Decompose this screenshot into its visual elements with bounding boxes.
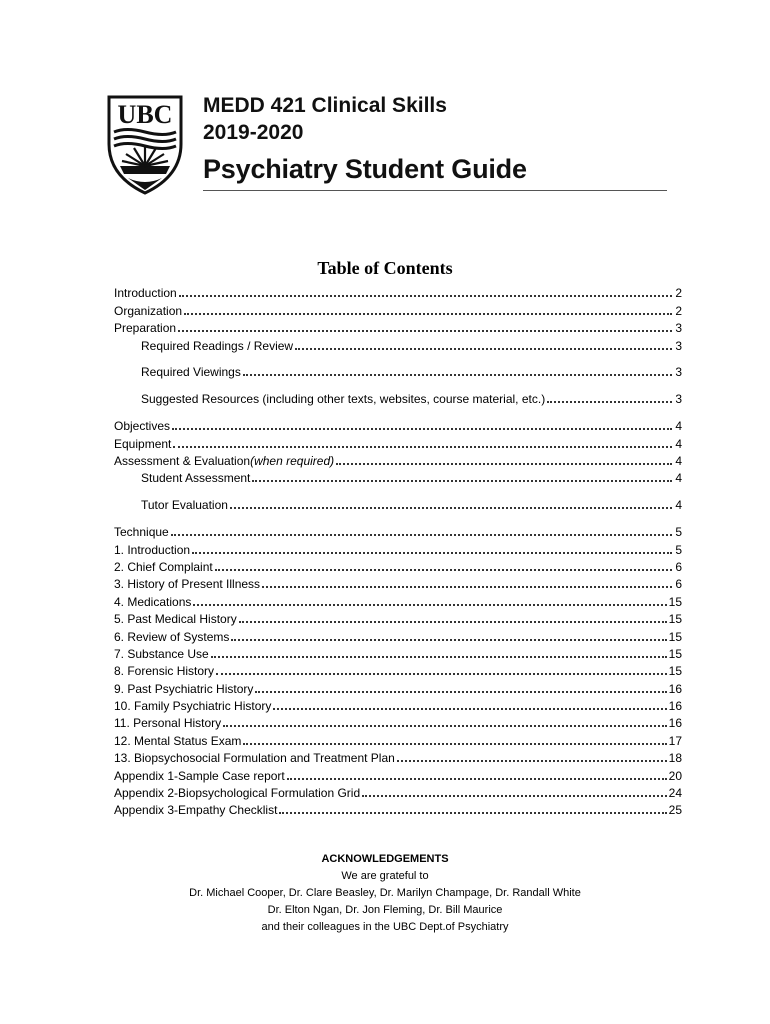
toc-entry-page: 20 xyxy=(668,768,682,783)
acknowledgements-line: Dr. Michael Cooper, Dr. Clare Beasley, Dr. Marilyn Champage, Dr. Randall White xyxy=(189,887,581,899)
toc-entry-label: Assessment & Evaluation xyxy=(114,454,251,469)
toc-entry-label-note: (when required) xyxy=(250,454,335,469)
toc-entry-label: Technique xyxy=(114,525,169,540)
toc-entry-page: 5 xyxy=(675,525,682,540)
toc-entry[interactable] xyxy=(114,730,682,747)
toc-entry[interactable] xyxy=(114,661,682,678)
toc-entry-label: Objectives xyxy=(114,419,171,434)
document-header xyxy=(203,92,527,185)
toc-entry[interactable] xyxy=(114,557,682,574)
toc-entry-page: 18 xyxy=(668,751,682,766)
table-of-contents xyxy=(114,283,682,817)
ubc-crest-icon xyxy=(106,94,184,196)
toc-entry-page: 15 xyxy=(668,646,682,661)
toc-leader-dots xyxy=(295,346,672,350)
toc-entry[interactable] xyxy=(114,283,682,300)
toc-entry-page: 24 xyxy=(668,786,682,801)
toc-entry[interactable] xyxy=(114,495,682,512)
toc-entry-page: 3 xyxy=(675,365,682,380)
toc-entry[interactable] xyxy=(114,433,682,450)
toc-leader-dots xyxy=(216,671,667,675)
toc-leader-dots xyxy=(239,619,667,623)
toc-entry-label: Equipment xyxy=(114,436,172,451)
toc-entry[interactable] xyxy=(114,713,682,730)
toc-entry-label: Suggested Resources (including other texts, websites, course material, etc.) xyxy=(141,392,546,407)
toc-entry[interactable] xyxy=(114,626,682,643)
toc-entry-label: 12. Mental Status Exam xyxy=(114,733,242,748)
toc-leader-dots xyxy=(184,311,672,315)
title-divider xyxy=(203,190,667,191)
toc-leader-dots xyxy=(252,478,672,482)
toc-entry-label: 3. History of Present Illness xyxy=(114,577,261,592)
toc-entry-page: 16 xyxy=(668,699,682,714)
toc-leader-dots xyxy=(287,776,667,780)
toc-entry[interactable] xyxy=(114,748,682,765)
toc-entry[interactable] xyxy=(114,644,682,661)
acknowledgements xyxy=(0,851,770,936)
toc-leader-dots xyxy=(230,505,672,509)
toc-entry-label: 5. Past Medical History xyxy=(114,612,237,627)
toc-entry-page: 6 xyxy=(675,577,682,592)
toc-leader-dots xyxy=(173,444,672,448)
toc-leader-dots xyxy=(171,532,672,536)
toc-entry-page: 16 xyxy=(668,716,682,731)
acknowledgements-line: and their colleagues in the UBC Dept.of Psychiatry xyxy=(261,921,509,933)
toc-leader-dots xyxy=(336,461,672,465)
acknowledgements-heading: ACKNOWLEDGEMENTS xyxy=(321,853,449,865)
toc-entry-label: 4. Medications xyxy=(114,594,192,609)
toc-entry-label: Student Assessment xyxy=(141,471,251,486)
toc-entry[interactable] xyxy=(114,609,682,626)
toc-entry-page: 15 xyxy=(668,612,682,627)
toc-entry[interactable] xyxy=(114,468,682,485)
toc-entry-label: 6. Review of Systems xyxy=(114,629,230,644)
toc-entry[interactable] xyxy=(114,318,682,335)
toc-entry-page: 2 xyxy=(675,286,682,301)
toc-entry-page: 4 xyxy=(675,498,682,513)
toc-entry[interactable] xyxy=(114,416,682,433)
toc-entry-page: 15 xyxy=(668,629,682,644)
toc-leader-dots xyxy=(179,293,672,297)
toc-entry-page: 15 xyxy=(668,664,682,679)
toc-entry-label: Required Readings / Review xyxy=(141,338,294,353)
toc-leader-dots xyxy=(193,602,666,606)
toc-entry-label: 11. Personal History xyxy=(114,716,222,731)
toc-entry-page: 3 xyxy=(675,321,682,336)
toc-leader-dots xyxy=(262,584,672,588)
toc-entry-label: Preparation xyxy=(114,321,177,336)
toc-entry-page: 2 xyxy=(675,303,682,318)
toc-entry[interactable] xyxy=(114,800,682,817)
toc-entry-label: Appendix 3-Empathy Checklist xyxy=(114,803,278,818)
toc-entry[interactable] xyxy=(114,389,682,406)
toc-entry-label: 10. Family Psychiatric History xyxy=(114,699,272,714)
toc-entry-label: 13. Biopsychosocial Formulation and Treatment Plan xyxy=(114,751,395,766)
toc-entry-page: 15 xyxy=(668,594,682,609)
toc-entry[interactable] xyxy=(114,696,682,713)
toc-entry-label: Appendix 2-Biopsychological Formulation Grid xyxy=(114,786,361,801)
toc-entry-label: 7. Substance Use xyxy=(114,646,209,661)
toc-entry[interactable] xyxy=(114,574,682,591)
toc-entry-label: Tutor Evaluation xyxy=(141,498,228,513)
toc-entry-page: 4 xyxy=(675,419,682,434)
acknowledgements-line: Dr. Elton Ngan, Dr. Jon Fleming, Dr. Bill Maurice xyxy=(267,904,503,916)
toc-entry-page: 3 xyxy=(675,338,682,353)
toc-leader-dots xyxy=(273,706,666,710)
ubc-logo xyxy=(106,94,184,196)
toc-leader-dots xyxy=(172,426,672,430)
academic-year: 2019-2020 xyxy=(203,121,304,144)
toc-entry-label: 1. Introduction xyxy=(114,542,191,557)
toc-leader-dots xyxy=(243,372,672,376)
toc-entry[interactable] xyxy=(114,522,682,539)
toc-entry[interactable] xyxy=(114,451,682,468)
page-title: Psychiatry Student Guide xyxy=(203,154,527,184)
toc-entry-label: 9. Past Psychiatric History xyxy=(114,681,254,696)
toc-entry-page: 3 xyxy=(675,392,682,407)
toc-heading: Table of Contents xyxy=(317,258,453,278)
toc-entry-page: 17 xyxy=(668,733,682,748)
toc-entry-label: 8. Forensic History xyxy=(114,664,215,679)
toc-leader-dots xyxy=(211,654,667,658)
toc-entry[interactable] xyxy=(114,539,682,556)
toc-entry[interactable] xyxy=(114,362,682,379)
toc-entry-page: 4 xyxy=(675,471,682,486)
toc-leader-dots xyxy=(279,810,666,814)
toc-entry-page: 5 xyxy=(675,542,682,557)
toc-entry-page: 4 xyxy=(675,436,682,451)
toc-entry-label: 2. Chief Complaint xyxy=(114,559,213,574)
toc-leader-dots xyxy=(215,567,672,571)
toc-leader-dots xyxy=(397,758,667,762)
toc-entry[interactable] xyxy=(114,591,682,608)
toc-leader-dots xyxy=(231,637,666,641)
toc-entry[interactable] xyxy=(114,335,682,352)
toc-leader-dots xyxy=(362,793,667,797)
toc-leader-dots xyxy=(243,741,666,745)
toc-entry[interactable] xyxy=(114,678,682,695)
toc-leader-dots xyxy=(192,550,672,554)
toc-entry[interactable] xyxy=(114,765,682,782)
toc-entry-page: 6 xyxy=(675,559,682,574)
toc-entry-label: Organization xyxy=(114,303,183,318)
toc-entry-label: Introduction xyxy=(114,286,177,301)
ubc-logo-text: UBC xyxy=(117,100,173,129)
toc-leader-dots xyxy=(547,399,672,403)
toc-entry[interactable] xyxy=(114,783,682,800)
toc-entry-page: 25 xyxy=(668,803,682,818)
toc-leader-dots xyxy=(223,723,666,727)
toc-leader-dots xyxy=(255,689,666,693)
toc-entry[interactable] xyxy=(114,300,682,317)
course-name: MEDD 421 Clinical Skills xyxy=(203,94,447,117)
toc-leader-dots xyxy=(178,328,672,332)
acknowledgements-line: We are grateful to xyxy=(341,870,429,882)
toc-entry-label: Required Viewings xyxy=(141,365,241,380)
toc-entry-page: 16 xyxy=(668,681,682,696)
toc-entry-page: 4 xyxy=(675,454,682,469)
toc-entry-label: Appendix 1-Sample Case report xyxy=(114,768,285,783)
